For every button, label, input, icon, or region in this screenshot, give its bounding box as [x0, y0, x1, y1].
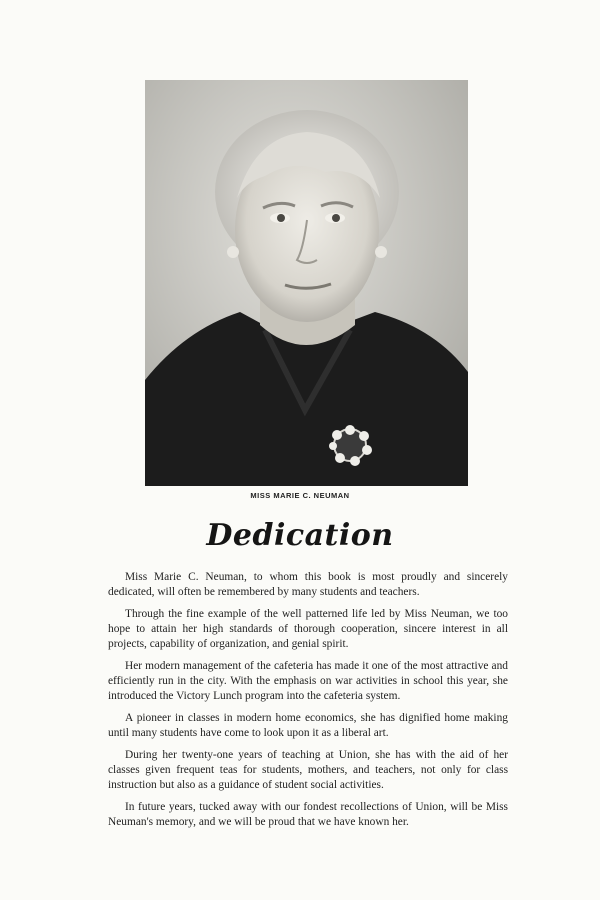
- paragraph: In future years, tucked away with our fondest recollections of Union, will be Miss Neuman's memory, and we will be proud that we have known her.: [108, 801, 508, 828]
- portrait-photo: [145, 80, 468, 486]
- paragraph: Her modern management of the cafeteria has made it one of the most attractive and efficiently run in the city. With the emphasis on war activities in school this year, she introduced the Victory Lunch program into the cafeteria system.: [108, 660, 508, 702]
- paragraph: Through the fine example of the well patterned life led by Miss Neuman, we too hope to attain her high standards of thorough cooperation, sincere interest in all projects, capability of organization, and genial spirit.: [108, 608, 508, 650]
- page-title: Dedication: [206, 518, 394, 553]
- paragraph: Miss Marie C. Neuman, to whom this book is most proudly and sincerely dedicated, will often be remembered by many students and teachers.: [108, 571, 508, 598]
- paragraph: A pioneer in classes in modern home economics, she has dignified home making until many students have come to look upon it as a liberal art.: [108, 712, 508, 739]
- paragraph: During her twenty-one years of teaching at Union, she has with the aid of her classes given frequent teas for students, mothers, and teachers, not only for class instruction but also as a guidance of student social activities.: [108, 749, 508, 791]
- portrait-illustration: [145, 80, 468, 486]
- dedication-text: [108, 570, 508, 837]
- photo-caption: MISS MARIE C. NEUMAN: [250, 491, 350, 500]
